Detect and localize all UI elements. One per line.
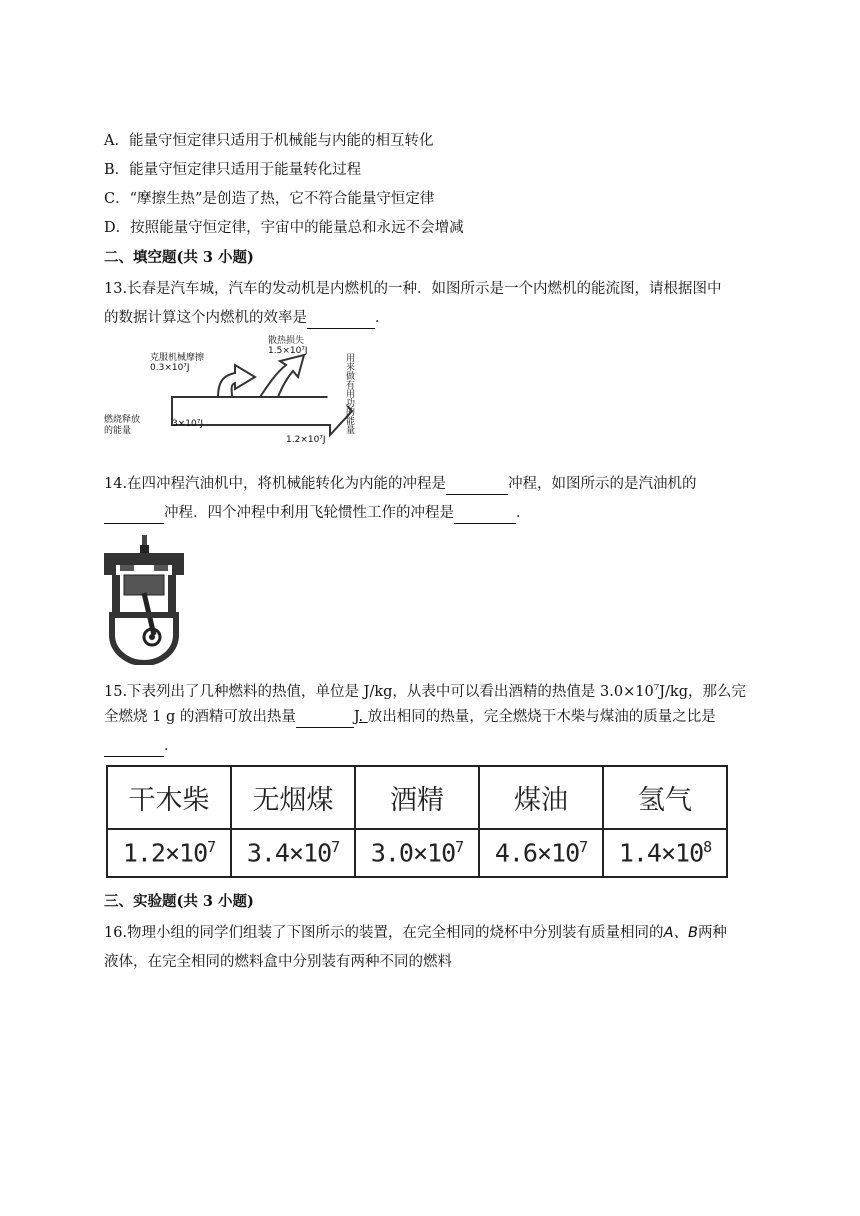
option-b: B．能量守恒定律只适用于能量转化过程 — [104, 162, 362, 178]
engine-cylinder-svg — [102, 535, 186, 665]
useful-work-label: 用来做有用功的能量 — [344, 353, 354, 434]
section-title-experiment: 三、实验题(共 3 小题) — [104, 893, 254, 910]
q15-blank2[interactable] — [104, 736, 164, 757]
q14-blank1[interactable] — [446, 474, 508, 495]
q15-blank1[interactable] — [296, 707, 354, 728]
q16-line1: 16.物理小组的同学们组装了下图所示的装置，在完全相同的烧杯中分别装有质量相同的A、B两种 — [104, 925, 727, 941]
table-value-cell: $3.4\times 10^7$ — [231, 829, 355, 877]
option-d: D．按照能量守恒定律，宇宙中的能量总和永远不会增减 — [104, 220, 464, 236]
table-value-cell: $1.4\times 10^8$ — [603, 829, 727, 877]
heat-loss-label: 散热损失 1.5×10⁷J — [268, 336, 308, 356]
q14-blank3[interactable] — [454, 503, 516, 524]
input-energy-label: 燃烧释放 的能量 — [104, 415, 141, 436]
q14-blank2[interactable] — [104, 503, 164, 524]
q13-line1: 13.长春是汽车城，汽车的发动机是内燃机的一种．如图所示是一个内燃机的能流图，请根据图中 — [104, 281, 722, 297]
q14-line1: 14.在四冲程汽油机中，将机械能转化为内能的冲程是 冲程，如图所示的是汽油机的 — [104, 474, 697, 495]
q13-line2: 的数据计算这个内燃机的效率是 ． — [104, 308, 390, 329]
table-header-cell: 煤油 — [479, 766, 603, 829]
fuel-heat-value-table — [106, 765, 728, 878]
table-header-cell: 干木柴 — [107, 766, 231, 829]
q13-answer-blank[interactable] — [307, 308, 375, 329]
q15-line3: ． — [104, 736, 179, 757]
table-value-cell: $4.6\times 10^7$ — [479, 829, 603, 877]
section-title-fill-blank: 二、填空题(共 3 小题) — [104, 249, 254, 266]
q15-line2: 全燃烧 1 g 的酒精可放出热量 J. 放出相同的热量，完全燃烧干木柴与煤油的质量之比是 — [104, 707, 716, 728]
engine-cylinder-figure — [102, 535, 186, 665]
option-c: C．“摩擦生热”是创造了热，它不符合能量守恒定律 — [104, 191, 435, 207]
table-header-row — [107, 766, 727, 829]
friction-label: 克服机械摩擦 0.3×10⁷J — [150, 353, 205, 373]
table-header-cell: 氢气 — [603, 766, 727, 829]
q15-line1: 15.下表列出了几种燃料的热值，单位是 J/kg，从表中可以看出酒精的热值是 $3.0\times 10^7J/kg$，那么完 — [104, 683, 747, 700]
q14-line2: 冲程．四个冲程中利用飞轮惯性工作的冲程是 ． — [104, 503, 531, 524]
table-value-row — [107, 829, 727, 877]
q16-line2: 液体，在完全相同的燃料盒中分别装有两种不同的燃料 — [104, 954, 452, 970]
energy-flow-diagram — [100, 335, 360, 450]
useful-energy-value: 1.2×10⁷J — [286, 435, 326, 445]
table-header-cell: 酒精 — [355, 766, 479, 829]
heat-branch-arrow — [260, 355, 304, 397]
option-a: A．能量守恒定律只适用于机械能与内能的相互转化 — [104, 133, 434, 149]
table-header-cell: 无烟煤 — [231, 766, 355, 829]
table-value-cell: $1.2\times 10^7$ — [107, 829, 231, 877]
table-value-cell: $3.0\times 10^7$ — [355, 829, 479, 877]
friction-branch-arrow — [218, 365, 255, 397]
input-energy-value: 3×10⁷J — [172, 419, 203, 429]
